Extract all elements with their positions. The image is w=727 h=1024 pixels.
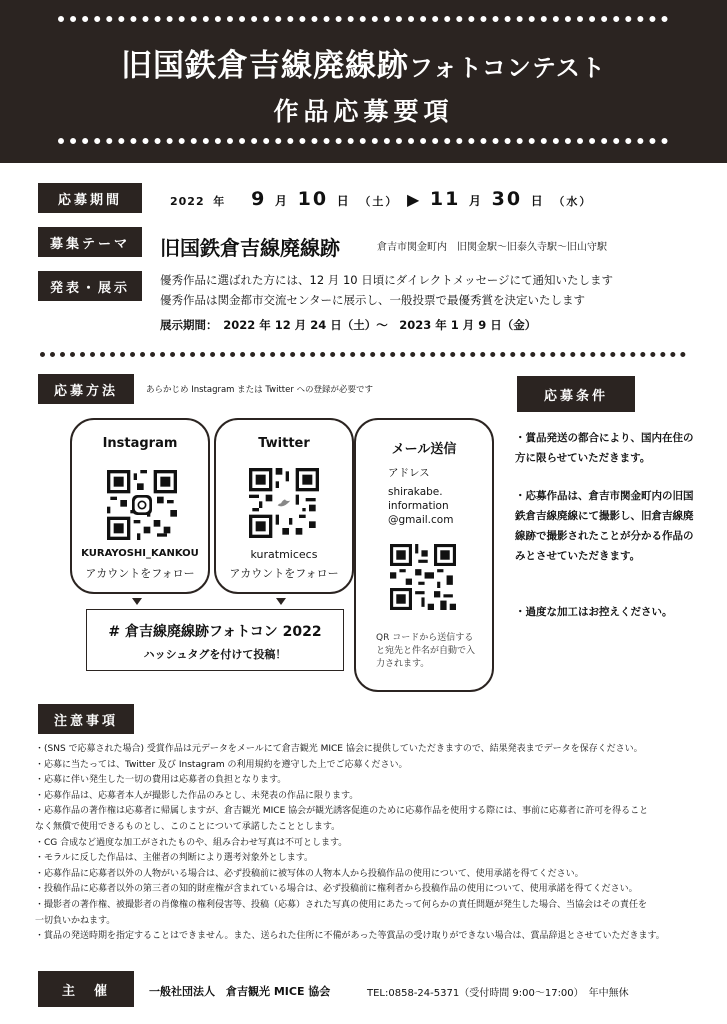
note-line: ・応募に当たっては、Twitter 及び Instagram の利用規約を遵守した上でご応募ください。	[35, 759, 408, 770]
period-start-day: 10	[297, 188, 329, 210]
period-year-unit: 年	[213, 195, 226, 208]
mail-address-line-1[interactable]: shirakabe.	[388, 486, 443, 498]
exhibit-period: 展示期間： 2022 年 12 月 24 日（土）〜 2023 年 1 月 9 日（金）	[160, 318, 537, 332]
instagram-qr-code[interactable]	[107, 470, 177, 540]
theme-label: 募集テーマ	[38, 227, 142, 257]
header-dotted-line-bottom	[58, 138, 668, 144]
period-dates	[170, 188, 592, 210]
instagram-box	[70, 418, 210, 594]
header-dotted-line-top	[58, 16, 668, 22]
note-line: ・応募作品は、応募者本人が撮影した作品のみとし、未発表の作品に限ります。	[35, 790, 359, 801]
period-label: 応募期間	[38, 183, 142, 213]
twitter-follow: アカウントをフォロー	[229, 567, 339, 580]
organizer-tel[interactable]: TEL:0858-24-5371（受付時間 9:00〜17:00） 年中無休	[367, 988, 629, 999]
section-divider	[40, 352, 686, 357]
hashtag-box	[86, 609, 344, 671]
announce-line-1: 優秀作品に選ばれた方には、12 月 10 日頃にダイレクトメッセージにて通知いたします	[160, 273, 613, 287]
period-start-day-unit: 日	[336, 194, 351, 208]
note-line: なく無償で使用できるものとし、このことについて承諾したこととします。	[35, 821, 341, 832]
mail-qr-note: QR コードから送信すると宛先と件名が自動で入力されます。	[376, 633, 476, 669]
instagram-follow: アカウントをフォロー	[85, 567, 195, 580]
organizer-name: 一般社団法人 倉吉観光 MICE 協会	[149, 985, 331, 998]
page-title	[0, 40, 727, 85]
mail-address-line-3[interactable]: @gmail.com	[388, 514, 454, 526]
twitter-account: kuratmicecs	[250, 548, 318, 561]
note-line: ・CG 合成など過度な加工がされたものや、組み合わせ写真は不可とします。	[35, 837, 348, 848]
notes-list	[35, 742, 695, 945]
conditions-label: 応募条件	[517, 376, 635, 412]
twitter-title: Twitter	[258, 436, 310, 451]
condition-item-3: ・過度な加工はお控えください。	[515, 606, 673, 618]
note-line: 一切負いかねます。	[35, 915, 116, 926]
period-end-month: 11	[429, 188, 461, 210]
note-line: ・投稿作品に応募者以外の第三者の知的財産権が含まれている場合は、必ず投稿前に権利者から投稿作品の使用について、使用承諾を得てください。	[35, 884, 638, 895]
period-end-day: 30	[491, 188, 523, 210]
mail-qr-code[interactable]	[390, 544, 456, 610]
instagram-account: KURAYOSHI_KANKOU	[81, 548, 199, 559]
mail-address-label: アドレス	[388, 467, 430, 479]
page-subtitle: 作品応募要項	[273, 97, 454, 126]
note-line: ・(SNS で応募された場合) 受賞作品は元データをメールにて倉吉観光 MICE 協会に提供していただきますので、結果発表までデータを保存ください。	[35, 744, 643, 754]
hashtag-note: ハッシュタグを付けて投稿！	[143, 648, 287, 661]
note-line: ・応募作品に応募者以外の人物がいる場合は、必ず投稿前に被写体の人物本人から投稿作品の使用について、使用承諾を得てください。	[35, 868, 584, 879]
mail-address-line-2[interactable]: information	[388, 500, 449, 512]
mail-title: メール送信	[391, 442, 457, 457]
mail-box	[354, 418, 494, 692]
organizer-label: 主 催	[38, 971, 134, 1007]
announce-line-2: 優秀作品は関金都市交流センターに展示し、一般投票で最優秀賞を決定いたします	[160, 293, 586, 307]
notes-label: 注意事項	[38, 704, 134, 734]
period-start-month: 9	[251, 188, 267, 210]
period-year: 2022	[170, 195, 205, 208]
twitter-box	[214, 418, 354, 594]
condition-item-1: ・賞品発送の都合により、国内在住の方に限らせていただきます。	[515, 432, 694, 464]
title-main: 旧国鉄倉吉線廃線跡	[121, 48, 410, 84]
period-start-dow: （土）	[359, 195, 399, 208]
arrow-right-icon: ▶	[406, 190, 422, 209]
note-line: ・応募に伴い発生した一切の費用は応募者の負担となります。	[35, 775, 287, 786]
title-sub: フォトコンテスト	[409, 54, 606, 82]
note-line: ・撮影者の著作権、被撮影者の肖像権の権利侵害等、投稿（応募）された写真の使用にあたって何らかの責任問題が発生した場合、当協会はその責任を	[35, 899, 648, 910]
header-banner	[0, 0, 727, 163]
note-line: ・モラルに反した作品は、主催者の判断により選考対象外とします。	[35, 853, 314, 864]
triangle-down-icon	[132, 598, 142, 605]
period-end-dow: （水）	[553, 195, 593, 208]
howto-label: 応募方法	[38, 374, 134, 404]
announce-label: 発表・展示	[38, 271, 142, 301]
triangle-down-icon	[276, 598, 286, 605]
theme-location: 倉吉市関金町内 旧関金駅〜旧泰久寺駅〜旧山守駅	[377, 242, 607, 253]
period-end-day-unit: 日	[530, 194, 545, 208]
period-start-month-unit: 月	[274, 194, 289, 208]
note-line: ・賞品の発送時期を指定することはできません。また、送られた住所に不備があった等賞品の受け取りができない場合は、賞品辞退とさせていただきます。	[35, 931, 665, 942]
note-line: ・応募作品の著作権は応募者に帰属しますが、倉吉観光 MICE 協会が観光誘客促進のために応募作品を使用する際には、事前に応募者に許可を得ること	[35, 806, 649, 817]
twitter-qr-code[interactable]	[249, 468, 319, 538]
condition-item-2: ・応募作品は、倉吉市関金町内の旧国鉄倉吉線廃線にて撮影し、旧倉吉線廃線跡で撮影されたことが分かる作品のみとさせていただきます。	[515, 490, 694, 562]
period-end-month-unit: 月	[468, 194, 483, 208]
theme-title: 旧国鉄倉吉線廃線跡	[160, 236, 340, 260]
instagram-title: Instagram	[102, 436, 178, 451]
hashtag: # 倉吉線廃線跡フォトコン 2022	[108, 624, 322, 640]
howto-note: あらかじめ Instagram または Twitter への登録が必要です	[146, 385, 374, 395]
